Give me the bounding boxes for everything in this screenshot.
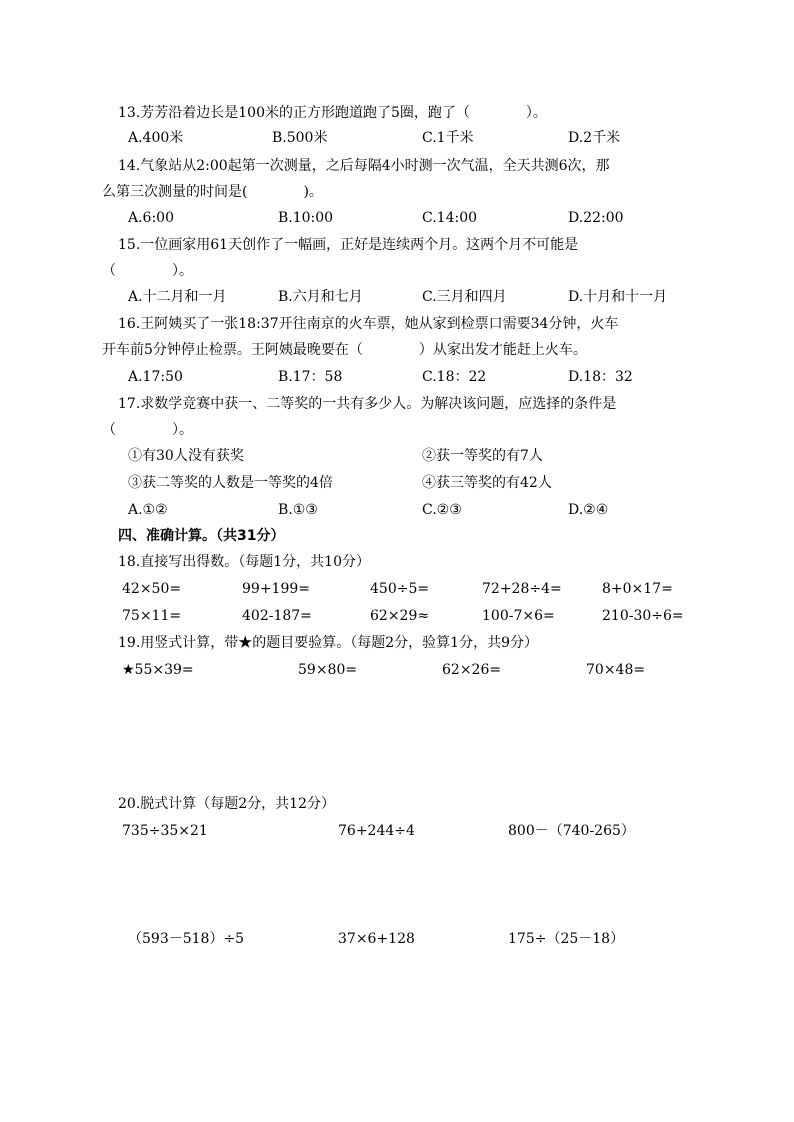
q18-item: 42×50= — [122, 581, 182, 597]
q17-option-b: B.①③ — [278, 502, 318, 518]
q14-option-b: B.10:00 — [278, 210, 334, 226]
q14-option-a: A.6:00 — [128, 210, 174, 226]
q20-item: 800－（740-265） — [508, 823, 635, 839]
q14-stem-line2: 么第三次测量的时间是( )。 — [102, 184, 323, 200]
q19-item-starred: ★55×39= — [122, 662, 194, 678]
q18-stem: 18.直接写出得数。（每题1分，共10分） — [118, 554, 370, 570]
q18-item: 100-7×6= — [482, 608, 555, 624]
q18-item: 62×29≈ — [370, 608, 430, 624]
q19-item: 59×80= — [298, 662, 358, 678]
q19-stem: 19.用竖式计算，带★的题目要验算。（每题2分，验算1分，共9分） — [118, 635, 538, 651]
q13-option-a: A.400米 — [128, 130, 184, 146]
q17-option-a: A.①② — [128, 502, 168, 518]
q20-stem: 20.脱式计算（每题2分，共12分） — [118, 796, 335, 812]
q19-item: 62×26= — [442, 662, 502, 678]
q13-option-c: C.1千米 — [422, 130, 474, 146]
q13-stem: 13.芳芳沿着边长是100米的正方形跑道跑了5圈，跑了（ ）。 — [118, 105, 547, 121]
q17-option-c: C.②③ — [422, 502, 462, 518]
q14-option-d: D.22:00 — [568, 210, 624, 226]
q18-item: 99+199= — [242, 581, 310, 597]
q17-condition-2: ②获一等奖的有7人 — [422, 448, 543, 464]
q18-item: 210-30÷6= — [602, 608, 684, 624]
q17-stem-line2: （ ）。 — [102, 422, 193, 438]
q20-item: 76+244÷4 — [338, 823, 415, 839]
q20-item: 735÷35×21 — [122, 823, 208, 839]
q19-item: 70×48= — [586, 662, 646, 678]
q20-item: （593－518）÷5 — [128, 931, 245, 947]
q20-item: 37×6+128 — [338, 931, 415, 947]
q17-condition-1: ①有30人没有获奖 — [128, 448, 244, 464]
q16-stem-line1: 16.王阿姨买了一张18:37开往南京的火车票，她从家到检票口需要34分钟，火车 — [118, 316, 619, 332]
q15-option-c: C.三月和四月 — [422, 289, 507, 305]
q14-option-c: C.14:00 — [422, 210, 478, 226]
q18-item: 75×11= — [122, 608, 182, 624]
q13-option-b: B.500米 — [272, 130, 328, 146]
q15-option-d: D.十月和十一月 — [568, 289, 668, 305]
q16-option-c: C.18：22 — [422, 369, 487, 385]
q13-option-d: D.2千米 — [568, 130, 621, 146]
q14-stem-line1: 14.气象站从2:00起第一次测量，之后每隔4小时测一次气温，全天共测6次，那 — [118, 158, 610, 174]
q16-stem-line2: 开车前5分钟停止检票。王阿姨最晚要在（ ）从家出发才能赶上火车。 — [102, 342, 587, 358]
q16-option-a: A.17:50 — [128, 369, 183, 385]
q16-option-d: D.18：32 — [568, 369, 633, 385]
q15-option-a: A.十二月和一月 — [128, 289, 227, 305]
q18-item: 450÷5= — [370, 581, 430, 597]
q15-option-b: B.六月和七月 — [278, 289, 363, 305]
q18-item: 72+28÷4= — [482, 581, 562, 597]
q17-stem-line1: 17.求数学竞赛中获一、二等奖的一共有多少人。为解决该问题，应选择的条件是 — [118, 396, 617, 412]
q20-item: 175÷（25－18） — [508, 931, 625, 947]
section-4-heading: 四、准确计算。（共31分） — [118, 528, 285, 544]
q15-stem-line1: 15.一位画家用61天创作了一幅画，正好是连续两个月。这两个月不可能是 — [118, 237, 579, 253]
q18-item: 402-187= — [242, 608, 312, 624]
q17-option-d: D.②④ — [568, 502, 609, 518]
q15-stem-line2: （ ）。 — [102, 263, 193, 279]
q18-item: 8+0×17= — [602, 581, 673, 597]
q17-condition-4: ④获三等奖的有42人 — [422, 475, 552, 491]
q16-option-b: B.17：58 — [278, 369, 343, 385]
q17-condition-3: ③获二等奖的人数是一等奖的4倍 — [128, 475, 333, 491]
